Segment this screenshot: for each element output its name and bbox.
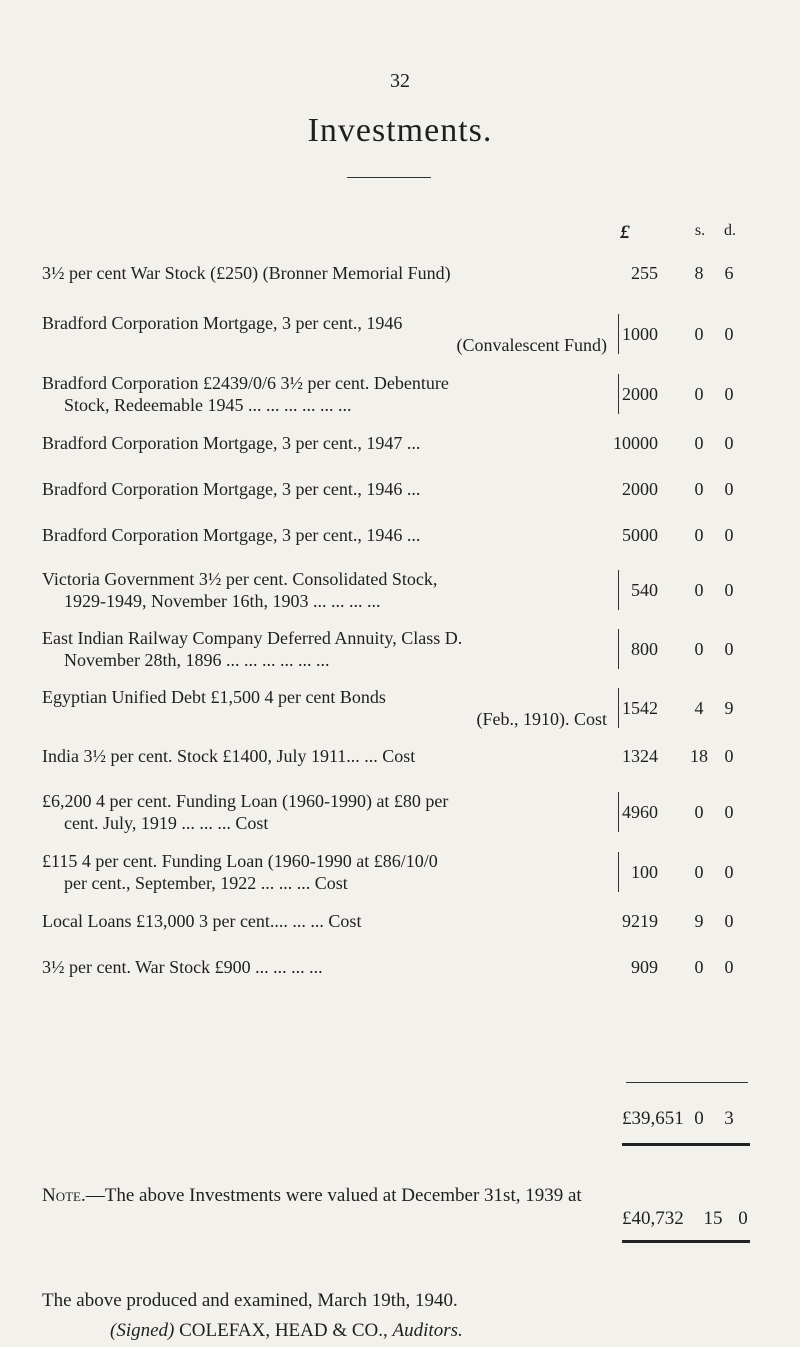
shillings-value: 0 bbox=[694, 384, 704, 404]
valuation-shillings: 15 bbox=[703, 1208, 723, 1229]
pence-value: 6 bbox=[724, 263, 734, 283]
pounds-value: 5000 bbox=[622, 525, 658, 545]
brace bbox=[612, 374, 619, 414]
pence-value: 0 bbox=[724, 911, 734, 931]
total-rule bbox=[626, 1082, 748, 1083]
shillings-value: 4 bbox=[694, 698, 704, 718]
description-line: £6,200 4 per cent. Funding Loan (1960-1990) at £80 per bbox=[42, 791, 449, 811]
pence-value: 0 bbox=[724, 433, 734, 453]
auditor-role: Auditors. bbox=[392, 1320, 463, 1341]
pounds-value: 1542 bbox=[622, 698, 658, 718]
pence-value: 0 bbox=[724, 479, 734, 499]
description-line: Bradford Corporation Mortgage, 3 per cent., 1947 ... bbox=[42, 433, 421, 453]
description-line: (Convalescent Fund) bbox=[456, 335, 607, 355]
description-line: cent. July, 1919 ... ... ... Cost bbox=[64, 813, 269, 833]
note-text: —The above Investments were valued at December 31st, 1939 at bbox=[85, 1185, 582, 1206]
page-number: 32 bbox=[390, 70, 410, 92]
investment-description bbox=[42, 910, 607, 932]
description-line: Stock, Redeemable 1945 ... ... ... ... ... ... bbox=[64, 395, 352, 415]
description-line: (Feb., 1910). Cost bbox=[476, 709, 607, 729]
investment-description bbox=[42, 372, 607, 416]
pounds-value: 4960 bbox=[622, 802, 658, 822]
description-line: Victoria Government 3½ per cent. Consolidated Stock, bbox=[42, 569, 438, 589]
investment-description bbox=[42, 745, 607, 767]
pounds-value: 800 bbox=[631, 639, 658, 659]
pounds-value: 10000 bbox=[613, 433, 658, 453]
pounds-value: 1324 bbox=[622, 746, 658, 766]
pence-value: 0 bbox=[724, 639, 734, 659]
shillings-value: 0 bbox=[694, 802, 704, 822]
pounds-value: 255 bbox=[631, 263, 658, 283]
description-line: Local Loans £13,000 3 per cent.... ... ... Cost bbox=[42, 911, 362, 931]
note-label: Note. bbox=[42, 1185, 86, 1206]
description-line: 3½ per cent War Stock (£250) (Bronner Memorial Fund) bbox=[42, 263, 451, 283]
pence-header: d. bbox=[724, 222, 736, 239]
pounds-value: 909 bbox=[631, 957, 658, 977]
brace bbox=[612, 629, 619, 669]
auditor-signature bbox=[110, 1320, 463, 1342]
shillings-value: 0 bbox=[694, 525, 704, 545]
investment-description bbox=[42, 850, 607, 894]
pounds-value: 100 bbox=[631, 862, 658, 882]
valuation-note bbox=[42, 1183, 762, 1208]
description-line: 1929-1949, November 16th, 1903 ... ... ... ... bbox=[64, 591, 381, 611]
shillings-value: 0 bbox=[694, 862, 704, 882]
pounds-value: 540 bbox=[631, 580, 658, 600]
signed-prefix: (Signed) bbox=[110, 1320, 175, 1341]
pence-value: 0 bbox=[724, 746, 734, 766]
pounds-value: 1000 bbox=[622, 324, 658, 344]
pounds-value: 2000 bbox=[622, 479, 658, 499]
description-line: Bradford Corporation £2439/0/6 3½ per cent. Debenture bbox=[42, 373, 449, 393]
shillings-value: 0 bbox=[694, 479, 704, 499]
description-line: Bradford Corporation Mortgage, 3 per cent., 1946 ... bbox=[42, 525, 421, 545]
description-line: Bradford Corporation Mortgage, 3 per cent., 1946 ... bbox=[42, 479, 421, 499]
pence-value: 0 bbox=[724, 862, 734, 882]
pence-value: 0 bbox=[724, 957, 734, 977]
brace bbox=[612, 792, 619, 832]
auditor-firm: COLEFAX, HEAD & CO., bbox=[179, 1320, 388, 1341]
total-double-rule bbox=[622, 1143, 750, 1146]
description-line: India 3½ per cent. Stock £1400, July 1911... ... Cost bbox=[42, 746, 416, 766]
valuation-pence: 0 bbox=[738, 1208, 748, 1229]
investment-description bbox=[42, 478, 607, 500]
total-shillings: 0 bbox=[694, 1108, 704, 1129]
investment-description bbox=[42, 956, 607, 978]
investment-description bbox=[42, 432, 607, 454]
column-headers bbox=[0, 222, 800, 246]
investment-description bbox=[42, 627, 607, 671]
pence-value: 0 bbox=[724, 324, 734, 344]
shillings-value: 0 bbox=[694, 957, 704, 977]
description-line: Bradford Corporation Mortgage, 3 per cent., 1946 bbox=[42, 313, 403, 333]
investment-description bbox=[42, 524, 607, 546]
description-line: November 28th, 1896 ... ... ... ... ... ... bbox=[64, 650, 330, 670]
title-underline bbox=[347, 177, 431, 178]
shillings-header: s. bbox=[694, 222, 706, 239]
investment-description bbox=[42, 686, 607, 730]
brace bbox=[612, 688, 619, 728]
description-line: 3½ per cent. War Stock £900 ... ... ... ... bbox=[42, 957, 323, 977]
shillings-value: 0 bbox=[694, 433, 704, 453]
pence-value: 0 bbox=[724, 525, 734, 545]
shillings-value: 9 bbox=[694, 911, 704, 931]
investment-description bbox=[42, 790, 607, 834]
shillings-value: 0 bbox=[694, 580, 704, 600]
investment-description bbox=[42, 312, 607, 356]
total-pence: 3 bbox=[724, 1108, 734, 1129]
pounds-header: £ bbox=[620, 222, 630, 243]
investment-description bbox=[42, 568, 607, 612]
pence-value: 0 bbox=[724, 580, 734, 600]
description-line: Egyptian Unified Debt £1,500 4 per cent Bonds bbox=[42, 687, 386, 707]
pence-value: 0 bbox=[724, 802, 734, 822]
shillings-value: 0 bbox=[694, 324, 704, 344]
description-line: £115 4 per cent. Funding Loan (1960-1990 at £86/10/0 bbox=[42, 851, 438, 871]
pence-value: 0 bbox=[724, 384, 734, 404]
pounds-value: 9219 bbox=[622, 911, 658, 931]
investment-description bbox=[42, 262, 607, 284]
shillings-value: 18 bbox=[690, 746, 708, 766]
brace bbox=[612, 570, 619, 610]
description-line: East Indian Railway Company Deferred Annuity, Class D. bbox=[42, 628, 463, 648]
brace bbox=[612, 852, 619, 892]
shillings-value: 0 bbox=[694, 639, 704, 659]
page-title: Investments. bbox=[307, 112, 493, 149]
total-pounds: £39,651 bbox=[622, 1108, 684, 1129]
shillings-value: 8 bbox=[694, 263, 704, 283]
examined-statement: The above produced and examined, March 19th, 1940. bbox=[42, 1290, 458, 1311]
valuation-pounds: £40,732 bbox=[622, 1208, 684, 1229]
brace bbox=[612, 314, 619, 354]
pence-value: 9 bbox=[724, 698, 734, 718]
description-line: per cent., September, 1922 ... ... ... Cost bbox=[64, 873, 348, 893]
pounds-value: 2000 bbox=[622, 384, 658, 404]
valuation-rule bbox=[622, 1240, 750, 1243]
